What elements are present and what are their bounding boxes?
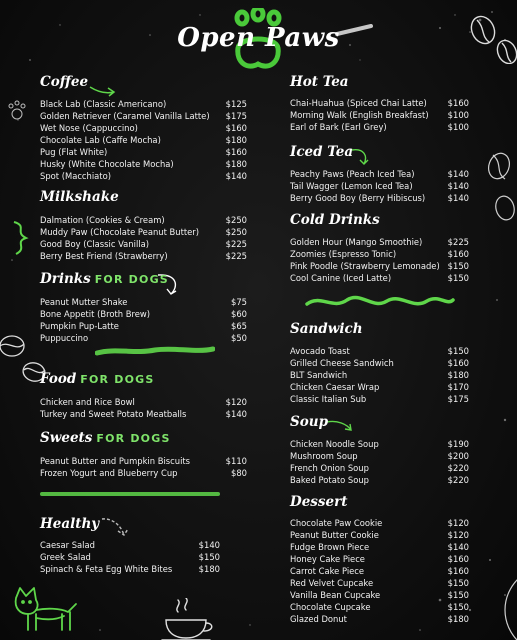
menu-title: Open Paws bbox=[177, 23, 340, 53]
item-name: Carrot Cake Piece bbox=[290, 566, 365, 577]
milkshake-items bbox=[40, 214, 247, 262]
item-name: Mushroom Soup bbox=[290, 451, 358, 462]
paw-outline-decoration bbox=[6, 100, 28, 122]
item-name: Chocolate Cupcake bbox=[290, 602, 371, 613]
item-price: $150 bbox=[198, 552, 220, 563]
menu-item bbox=[290, 272, 469, 284]
dog-icon bbox=[6, 584, 86, 636]
item-price: $150 bbox=[447, 602, 469, 613]
item-name: Morning Walk (English Breakfast) bbox=[290, 110, 429, 121]
iced-tea-items bbox=[290, 168, 469, 204]
menu-item bbox=[290, 601, 469, 613]
item-price: $220 bbox=[447, 463, 469, 474]
item-price: $250 bbox=[225, 215, 247, 225]
menu-item bbox=[40, 158, 247, 170]
menu-item bbox=[40, 98, 247, 110]
menu-item bbox=[40, 539, 220, 551]
menu-item bbox=[290, 369, 469, 381]
menu-item bbox=[40, 250, 247, 262]
item-price: $250 bbox=[225, 227, 247, 238]
item-price: $160 bbox=[447, 566, 469, 577]
item-name: Frozen Yogurt and Blueberry Cup bbox=[40, 468, 178, 479]
menu-item bbox=[290, 474, 469, 486]
item-price: $120 bbox=[225, 397, 247, 407]
item-price: $140 bbox=[447, 181, 469, 192]
item-name: Pumpkin Pup-Latte bbox=[40, 321, 119, 332]
item-name: Glazed Donut bbox=[290, 614, 347, 625]
section-title-milkshake: Milkshake bbox=[40, 189, 119, 205]
item-name: Chocolate Lab (Caffe Mocha) bbox=[40, 135, 161, 146]
item-price: $140 bbox=[447, 169, 469, 179]
item-name: Avocado Toast bbox=[290, 346, 350, 356]
section-title-iced-tea: Iced Tea bbox=[290, 144, 354, 160]
item-name: Zoomies (Espresso Tonic) bbox=[290, 249, 397, 260]
section-title-hot-tea: Hot Tea bbox=[290, 74, 349, 90]
menu-item bbox=[40, 122, 247, 134]
menu-item bbox=[40, 332, 247, 344]
menu-item bbox=[290, 577, 469, 589]
item-name: Peanut Butter Cookie bbox=[290, 530, 379, 541]
soup-items bbox=[290, 438, 469, 486]
item-name: Pink Poodle (Strawberry Lemonade) bbox=[290, 261, 440, 272]
item-name: Berry Good Boy (Berry Hibiscus) bbox=[290, 193, 426, 204]
arrow-icon bbox=[350, 146, 374, 168]
coffee-bean-icon bbox=[477, 150, 517, 230]
item-name: Bone Appetit (Broth Brew) bbox=[40, 309, 150, 320]
menu-item bbox=[40, 308, 247, 320]
item-price: $190 bbox=[447, 439, 469, 449]
item-price: $160 bbox=[447, 554, 469, 565]
item-price: $180 bbox=[225, 159, 247, 170]
menu-item bbox=[290, 109, 469, 121]
menu-item bbox=[290, 438, 469, 450]
item-name: Peanut Butter and Pumpkin Biscuits bbox=[40, 456, 191, 466]
item-price: $160 bbox=[225, 123, 247, 134]
item-name: Spot (Macchiato) bbox=[40, 171, 111, 182]
item-name: Tail Wagger (Lemon Iced Tea) bbox=[290, 181, 413, 192]
item-name: Muddy Paw (Chocolate Peanut Butter) bbox=[40, 227, 200, 238]
item-name: Pug (Flat White) bbox=[40, 147, 108, 158]
menu-item bbox=[290, 357, 469, 369]
menu-item bbox=[290, 589, 469, 601]
item-name: Caesar Salad bbox=[40, 540, 95, 550]
item-price: $180 bbox=[225, 135, 247, 146]
item-name: Peachy Paws (Peach Iced Tea) bbox=[290, 169, 415, 179]
item-price: $120 bbox=[447, 530, 469, 541]
item-price: $220 bbox=[447, 475, 469, 486]
menu-item bbox=[40, 551, 220, 563]
menu-item bbox=[290, 192, 469, 204]
item-price: $100 bbox=[447, 110, 469, 121]
menu-item bbox=[40, 396, 247, 408]
item-name: Spinach & Feta Egg White Bites bbox=[40, 564, 173, 575]
item-name: Chai-Huahua (Spiced Chai Latte) bbox=[290, 98, 427, 108]
item-name: Golden Hour (Mango Smoothie) bbox=[290, 237, 423, 247]
section-title-sweets-for-dogs bbox=[40, 430, 171, 446]
menu-item bbox=[40, 467, 247, 479]
healthy-items bbox=[40, 539, 220, 575]
item-name: Good Boy (Classic Vanilla) bbox=[40, 239, 149, 250]
section-title-healthy: Healthy bbox=[40, 516, 100, 532]
item-name: Vanilla Bean Cupcake bbox=[290, 590, 381, 601]
item-name: Cool Canine (Iced Latte) bbox=[290, 273, 392, 284]
menu-item bbox=[290, 450, 469, 462]
item-name: Classic Italian Sub bbox=[290, 394, 367, 405]
section-title-drinks-for-dogs bbox=[40, 271, 169, 287]
item-price: $175 bbox=[447, 394, 469, 405]
item-name: Fudge Brown Piece bbox=[290, 542, 370, 553]
item-price: $80 bbox=[231, 468, 247, 479]
hot-tea-items bbox=[290, 97, 469, 133]
menu-item bbox=[290, 97, 469, 109]
item-price: $225 bbox=[225, 251, 247, 262]
menu-item bbox=[40, 408, 247, 420]
item-price: $170 bbox=[447, 382, 469, 393]
green-swirl-decoration bbox=[10, 218, 32, 258]
for-dogs-tag: FOR DOGS bbox=[94, 273, 169, 286]
item-name: Red Velvet Cupcake bbox=[290, 578, 374, 589]
menu-item bbox=[290, 121, 469, 133]
item-price: $110 bbox=[225, 456, 247, 466]
menu-item bbox=[290, 529, 469, 541]
menu-item bbox=[40, 296, 247, 308]
menu-item bbox=[290, 381, 469, 393]
menu-item bbox=[40, 110, 247, 122]
item-name: Chicken Noodle Soup bbox=[290, 439, 379, 449]
arrow-icon bbox=[325, 416, 355, 436]
for-dogs-tag: FOR DOGS bbox=[96, 432, 171, 445]
item-name: Chocolate Paw Cookie bbox=[290, 518, 383, 528]
green-scribble-decoration bbox=[40, 488, 220, 500]
menu-item bbox=[290, 517, 469, 529]
item-name: Husky (White Chocolate Mocha) bbox=[40, 159, 174, 170]
menu-item bbox=[290, 613, 469, 625]
item-price: $160 bbox=[447, 98, 469, 108]
item-name: Dalmation (Cookies & Cream) bbox=[40, 215, 165, 225]
coffee-items bbox=[40, 98, 247, 182]
item-name: Baked Potato Soup bbox=[290, 475, 369, 486]
menu-item bbox=[40, 146, 247, 158]
sweets-for-dogs-items bbox=[40, 455, 247, 479]
item-price: $160 bbox=[447, 249, 469, 260]
item-name: Peanut Mutter Shake bbox=[40, 297, 128, 307]
menu-item bbox=[290, 462, 469, 474]
menu-item bbox=[290, 260, 469, 272]
item-price: $125 bbox=[225, 99, 247, 109]
menu-item bbox=[290, 565, 469, 577]
menu-item bbox=[40, 170, 247, 182]
item-name: Turkey and Sweet Potato Meatballs bbox=[40, 409, 187, 420]
section-title-dessert: Dessert bbox=[290, 494, 348, 510]
item-name: Wet Nose (Cappuccino) bbox=[40, 123, 138, 134]
item-price: $160 bbox=[225, 147, 247, 158]
sandwich-items bbox=[290, 345, 469, 405]
menu-item bbox=[40, 134, 247, 146]
item-price: $140 bbox=[198, 540, 220, 550]
menu-item bbox=[40, 320, 247, 332]
item-price: $140 bbox=[225, 409, 247, 420]
menu-item bbox=[290, 236, 469, 248]
section-title-coffee: Coffee bbox=[40, 74, 89, 90]
item-name: French Onion Soup bbox=[290, 463, 369, 474]
item-price: $200 bbox=[447, 451, 469, 462]
item-name: Earl of Bark (Earl Grey) bbox=[290, 122, 387, 133]
green-scribble-decoration bbox=[95, 344, 215, 358]
item-price: $100 bbox=[447, 122, 469, 133]
item-price: $225 bbox=[447, 237, 469, 247]
item-price: $60 bbox=[231, 309, 247, 320]
item-price: $150 bbox=[447, 346, 469, 356]
menu-item bbox=[290, 180, 469, 192]
menu-item bbox=[290, 541, 469, 553]
item-name: Chicken and Rice Bowl bbox=[40, 397, 135, 407]
menu-item bbox=[40, 238, 247, 250]
menu-item bbox=[290, 248, 469, 260]
item-name: Greek Salad bbox=[40, 552, 91, 563]
section-title-soup: Soup bbox=[290, 414, 329, 430]
coffee-bean-icon bbox=[467, 14, 517, 64]
item-price: $140 bbox=[447, 542, 469, 553]
item-price: $180 bbox=[447, 614, 469, 625]
section-title-cold-drinks: Cold Drinks bbox=[290, 212, 380, 228]
arrow-icon bbox=[100, 515, 134, 541]
item-price: $225 bbox=[225, 239, 247, 250]
section-title-food-for-dogs bbox=[40, 371, 155, 387]
item-name: Grilled Cheese Sandwich bbox=[290, 358, 394, 369]
menu-item bbox=[290, 553, 469, 565]
menu-item bbox=[290, 345, 469, 357]
item-price: $180 bbox=[198, 564, 220, 575]
for-dogs-tag: FOR DOGS bbox=[80, 373, 155, 386]
item-name: Honey Cake Piece bbox=[290, 554, 365, 565]
item-price: $65 bbox=[231, 321, 247, 332]
item-name: Black Lab (Classic Americano) bbox=[40, 99, 167, 109]
item-price: $50 bbox=[231, 333, 247, 344]
menu-item bbox=[290, 168, 469, 180]
dessert-items bbox=[290, 517, 469, 625]
coffee-cup-icon bbox=[160, 598, 216, 640]
section-title: Drinks bbox=[40, 271, 91, 287]
item-price: $150 bbox=[447, 261, 469, 272]
item-name: Puppuccino bbox=[40, 333, 89, 344]
section-title: Sweets bbox=[40, 430, 93, 446]
item-price: $175 bbox=[225, 111, 247, 122]
item-name: Golden Retriever (Caramel Vanilla Latte) bbox=[40, 111, 210, 122]
item-price: $120 bbox=[447, 518, 469, 528]
item-price: $150 bbox=[447, 578, 469, 589]
menu-item bbox=[290, 393, 469, 405]
section-title: Food bbox=[40, 371, 77, 387]
item-price: $180 bbox=[447, 370, 469, 381]
drinks-for-dogs-items bbox=[40, 296, 247, 344]
item-price: $150 bbox=[447, 273, 469, 284]
item-name: Berry Best Friend (Strawberry) bbox=[40, 251, 168, 262]
green-wave-decoration bbox=[305, 292, 455, 312]
item-price: $160 bbox=[447, 358, 469, 369]
menu-item bbox=[40, 455, 247, 467]
menu-item bbox=[40, 214, 247, 226]
item-price: $150 bbox=[447, 590, 469, 601]
item-price: $140 bbox=[447, 193, 469, 204]
leaf-outline-decoration bbox=[495, 575, 517, 640]
menu-item bbox=[40, 226, 247, 238]
cold-drinks-items bbox=[290, 236, 469, 284]
section-title-sandwich: Sandwich bbox=[290, 321, 363, 337]
item-name: Chicken Caesar Wrap bbox=[290, 382, 380, 393]
menu-item bbox=[40, 563, 220, 575]
item-name: BLT Sandwich bbox=[290, 370, 348, 381]
food-for-dogs-items bbox=[40, 396, 247, 420]
item-price: $140 bbox=[225, 171, 247, 182]
item-price: $75 bbox=[231, 297, 247, 307]
